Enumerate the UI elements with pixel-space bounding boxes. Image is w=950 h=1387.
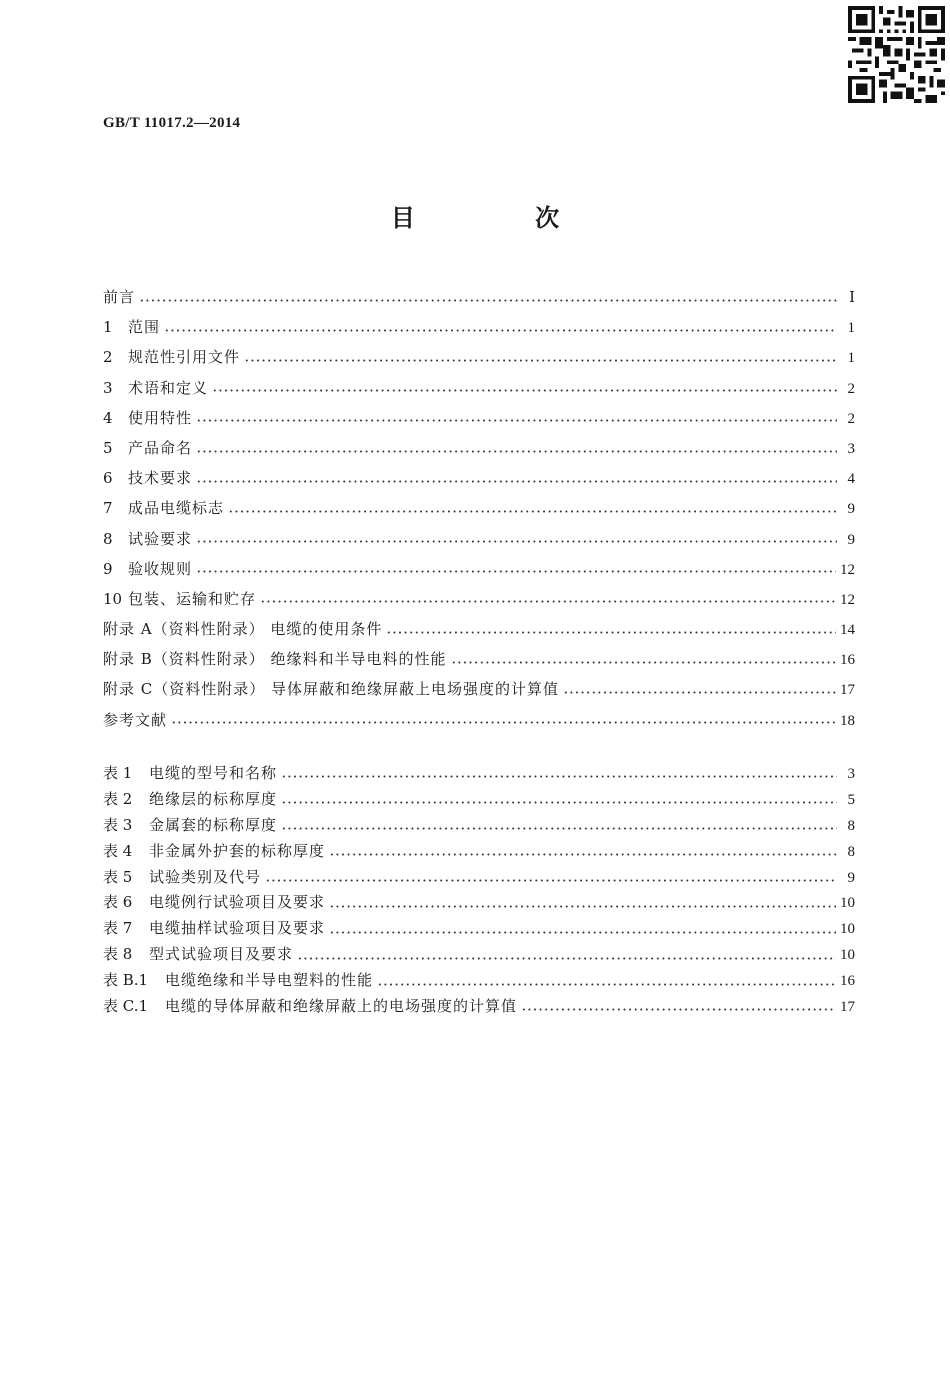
toc-entry-label: 规范性引用文件	[128, 348, 241, 367]
toc-entry-number: 10	[103, 589, 123, 608]
dot-leader	[260, 600, 836, 603]
table-entry-label: 电缆的型号和名称	[149, 764, 278, 782]
table-entry-number: 表 3	[103, 815, 133, 834]
table-entry-label: 电缆例行试验项目及要求	[149, 893, 326, 912]
table-entry-label: 绝缘层的标称厚度	[149, 789, 278, 808]
dot-leader	[196, 570, 836, 573]
table-entry[interactable]	[103, 942, 855, 968]
dot-leader	[521, 1008, 836, 1011]
dot-leader	[196, 480, 837, 483]
toc-entry[interactable]	[103, 403, 855, 433]
toc-entry-page-number: 9	[847, 501, 855, 518]
table-entry-page-number: 10	[840, 895, 855, 912]
table-entry-number: 表 6	[103, 893, 133, 912]
table-entry-number: 表 C.1	[103, 997, 149, 1016]
toc-entry-label: 技术要求	[128, 469, 193, 488]
table-entry-number: 表 4	[103, 841, 133, 860]
table-entry-page-number: 8	[847, 843, 855, 860]
dot-leader	[297, 957, 836, 960]
dot-leader	[171, 721, 836, 724]
dot-leader	[212, 389, 837, 392]
toc-entry[interactable]	[103, 674, 855, 704]
dot-leader	[451, 661, 836, 664]
table-entry[interactable]	[103, 916, 855, 942]
table-entry[interactable]	[103, 968, 855, 994]
qr-code-icon	[848, 6, 945, 103]
toc-entry-page-number: 4	[847, 471, 855, 488]
dot-leader	[228, 510, 837, 513]
toc-entry[interactable]	[103, 373, 855, 403]
toc-entry-label: 产品命名	[128, 438, 193, 457]
table-entry-label: 电缆绝缘和半导电塑料的性能	[165, 971, 374, 990]
table-entry[interactable]	[103, 994, 855, 1020]
toc-entry[interactable]	[103, 433, 855, 463]
toc-entry-label: 使用特性	[128, 408, 193, 427]
toc-entry-page-number: 1	[847, 350, 855, 367]
standard-code: GB/T 11017.2—2014	[103, 115, 241, 131]
table-entry-number: 表 5	[103, 867, 133, 886]
toc-entry-number: 4	[103, 408, 113, 427]
toc-entry[interactable]	[103, 705, 855, 735]
dot-leader	[265, 879, 837, 882]
toc-entry[interactable]	[103, 463, 855, 493]
toc-list	[103, 282, 855, 735]
table-list	[103, 761, 855, 1020]
dot-leader	[196, 540, 837, 543]
toc-entry-label: 试验要求	[128, 529, 193, 548]
toc-entry[interactable]	[103, 342, 855, 372]
dot-leader	[244, 359, 837, 362]
toc-entry-label: 成品电缆标志	[128, 499, 225, 518]
toc-entry[interactable]	[103, 524, 855, 554]
table-entry-label: 电缆抽样试验项目及要求	[149, 919, 326, 938]
toc-entry-number: 3	[103, 378, 113, 397]
table-entry-label: 电缆的导体屏蔽和绝缘屏蔽上的电场强度的计算值	[165, 997, 518, 1016]
table-entry-page-number: 8	[847, 817, 855, 834]
table-entry-page-number: 3	[847, 766, 855, 782]
dot-leader	[329, 853, 837, 856]
dot-leader	[196, 450, 837, 453]
toc-entry-number: 8	[103, 529, 113, 548]
toc-entry-label: 参考文献	[103, 710, 168, 729]
toc-entry-number: 1	[103, 318, 113, 337]
table-entry-page-number: 16	[840, 973, 855, 990]
toc-entry-page-number: 17	[840, 682, 855, 699]
table-entry[interactable]	[103, 787, 855, 813]
table-entry-number: 表 7	[103, 919, 133, 938]
toc-entry-number: 6	[103, 469, 113, 488]
table-entry-page-number: 9	[847, 869, 855, 886]
table-entry[interactable]	[103, 813, 855, 839]
dot-leader	[386, 631, 836, 634]
dot-leader	[563, 691, 836, 694]
toc-entry-label: 术语和定义	[128, 378, 209, 397]
toc-entry-page-number: 1	[847, 320, 855, 337]
table-entry-label: 金属套的标称厚度	[149, 815, 278, 834]
toc-entry[interactable]	[103, 554, 855, 584]
toc-entry-label: 附录 B（资料性附录） 绝缘料和半导电料的性能	[103, 650, 447, 669]
table-entry-number: 表 1	[103, 764, 133, 782]
table-entry[interactable]	[103, 839, 855, 865]
dot-leader	[377, 983, 836, 986]
table-entry[interactable]	[103, 890, 855, 916]
toc-entry[interactable]	[103, 493, 855, 523]
table-entry-label: 试验类别及代号	[149, 867, 262, 886]
dot-leader	[281, 801, 837, 804]
toc-entry-page-number: 3	[847, 440, 855, 457]
toc-entry-label: 范围	[128, 318, 161, 337]
toc-entry[interactable]	[103, 312, 855, 342]
dot-leader	[329, 931, 836, 934]
toc-entry-label: 前言	[103, 288, 136, 306]
table-entry-number: 表 8	[103, 945, 133, 964]
toc-entry-label: 包装、运输和贮存	[128, 589, 257, 608]
toc-entry-number: 2	[103, 348, 113, 367]
table-entry-label: 型式试验项目及要求	[149, 945, 294, 964]
table-entry-page-number: 17	[840, 999, 855, 1016]
toc-entry-page-number: 18	[840, 712, 855, 729]
toc-entry-number: 9	[103, 559, 113, 578]
toc-entry-page-number: 16	[840, 652, 855, 669]
toc-entry-page-number: 9	[847, 531, 855, 548]
toc-entry-label: 附录 C（资料性附录） 导体屏蔽和绝缘屏蔽上电场强度的计算值	[103, 680, 560, 699]
toc-entry-label: 验收规则	[128, 559, 193, 578]
toc-entry-page-number: 12	[840, 561, 855, 578]
dot-leader	[281, 827, 837, 830]
dot-leader	[196, 419, 837, 422]
toc-entry[interactable]	[103, 614, 855, 644]
page-title: 目 次	[390, 203, 616, 232]
toc-entry-page-number: 2	[847, 410, 855, 427]
table-entry-page-number: 10	[840, 947, 855, 964]
dot-leader	[164, 329, 837, 332]
toc-entry[interactable]	[103, 584, 855, 614]
table-entry-page-number: 10	[840, 921, 855, 938]
dot-leader	[281, 775, 837, 778]
dot-leader	[329, 905, 836, 908]
toc-entry[interactable]	[103, 282, 855, 312]
toc-entry-label: 附录 A（资料性附录） 电缆的使用条件	[103, 620, 383, 639]
table-entry-number: 表 2	[103, 789, 133, 808]
dot-leader	[139, 299, 837, 302]
table-entry-number: 表 B.1	[103, 971, 149, 990]
toc-entry-page-number: 2	[847, 380, 855, 397]
table-entry-label: 非金属外护套的标称厚度	[149, 841, 326, 860]
table-entry[interactable]	[103, 761, 855, 787]
table-entry-page-number: 5	[847, 791, 855, 808]
toc-entry-number: 5	[103, 438, 113, 457]
toc-entry[interactable]	[103, 644, 855, 674]
toc-entry-page-number: 14	[840, 622, 855, 639]
toc-entry-page-number: 12	[840, 591, 855, 608]
table-entry[interactable]	[103, 865, 855, 891]
toc-entry-page-number: Ⅰ	[849, 290, 855, 306]
toc-entry-number: 7	[103, 499, 113, 518]
